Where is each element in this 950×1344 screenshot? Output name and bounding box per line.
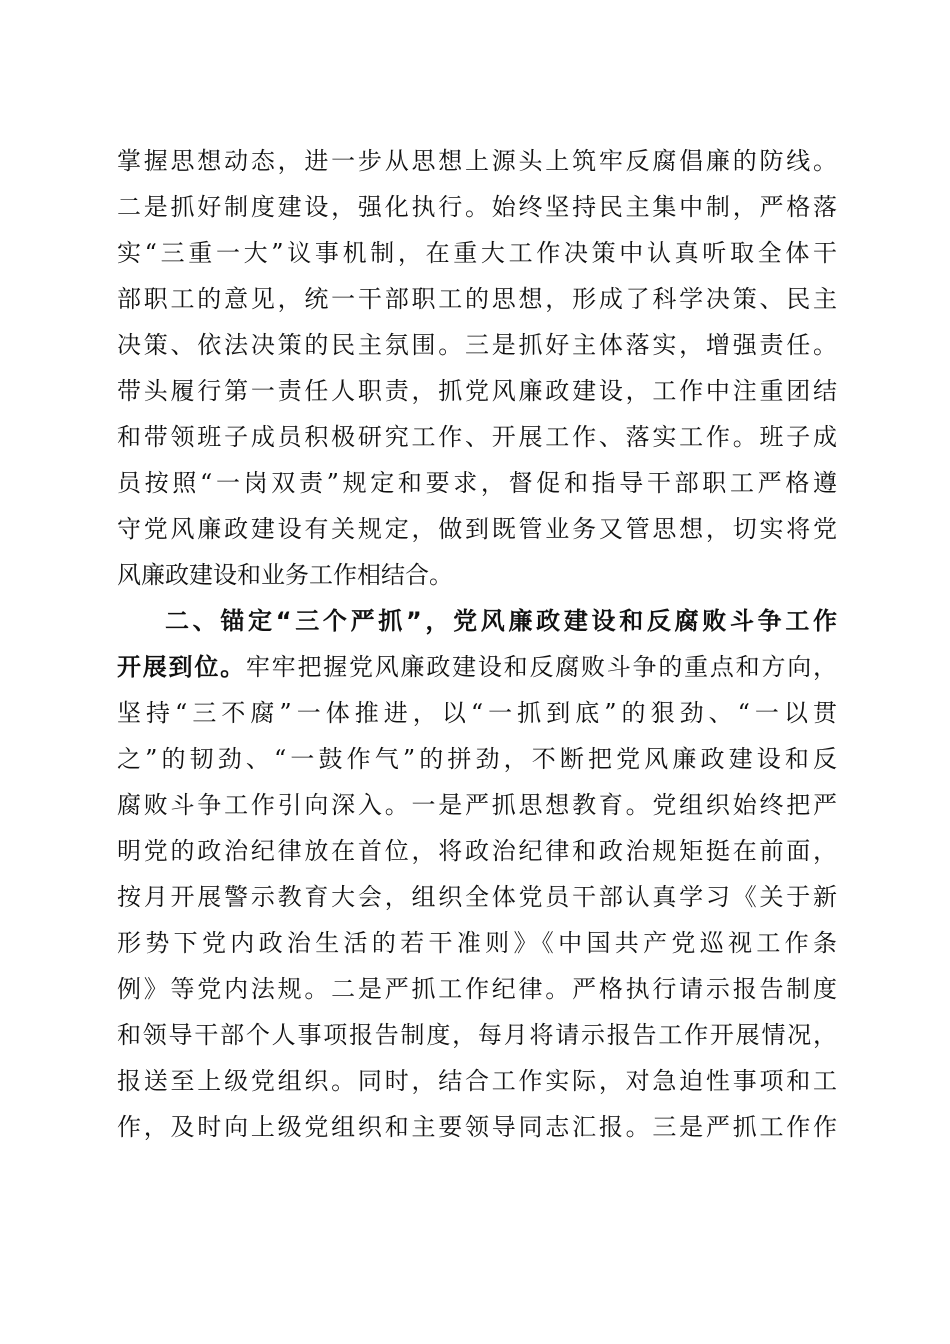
section-heading-continued [117, 644, 837, 690]
text-line: 例》等党内法规。二是严抓工作纪律。严格执行请示报告制度 [117, 975, 837, 1003]
text-line: 和领导干部个人事项报告制度，每月将请示报告工作开展情况， [117, 1021, 837, 1049]
text-line: 实“三重一大”议事机制，在重大工作决策中认真听取全体干 [117, 239, 837, 267]
text-line: 带头履行第一责任人职责，抓党风廉政建设，工作中注重团结 [117, 377, 837, 405]
text-line: 之”的韧劲、“一鼓作气”的拼劲，不断把党风廉政建设和反 [117, 745, 837, 773]
text-line: 风廉政建设和业务工作相结合。 [117, 561, 453, 589]
text-line: 报送至上级党组织。同时，结合工作实际，对急迫性事项和工 [117, 1067, 837, 1095]
text-line: 腐败斗争工作引向深入。一是严抓思想教育。党组织始终把严 [117, 791, 837, 819]
text-line: 部职工的意见，统一干部职工的思想，形成了科学决策、民主 [117, 285, 837, 313]
text-line: 守党风廉政建设有关规定，做到既管业务又管思想，切实将党 [117, 515, 837, 543]
text-line: 员按照“一岗双责”规定和要求，督促和指导干部职工严格遵 [117, 469, 837, 497]
section-heading: 二、锚定“三个严抓”，党风廉政建设和反腐败斗争工作 [165, 607, 837, 635]
document-body [117, 138, 837, 1150]
text-line: 决策、依法决策的民主氛围。三是抓好主体落实，增强责任。 [117, 331, 837, 359]
text-line: 和带领班子成员积极研究工作、开展工作、落实工作。班子成 [117, 423, 837, 451]
text-line: 明党的政治纪律放在首位，将政治纪律和政治规矩挺在前面， [117, 837, 837, 865]
text-line: 形势下党内政治生活的若干准则》《中国共产党巡视工作条 [117, 929, 837, 957]
text-line: 二是抓好制度建设，强化执行。始终坚持民主集中制，严格落 [117, 193, 837, 221]
text-line: 作，及时向上级党组织和主要领导同志汇报。三是严抓工作作 [117, 1113, 837, 1141]
text-line: 坚持“三不腐”一体推进，以“一抓到底”的狠劲、“一以贯 [117, 699, 837, 727]
section-heading-tail: 开展到位。 [117, 653, 246, 681]
section-lead-text: 牢牢把握党风廉政建设和反腐败斗争的重点和方向， [245, 653, 837, 681]
text-line: 掌握思想动态，进一步从思想上源头上筑牢反腐倡廉的防线。 [117, 147, 837, 175]
text-line: 按月开展警示教育大会，组织全体党员干部认真学习《关于新 [117, 883, 837, 911]
